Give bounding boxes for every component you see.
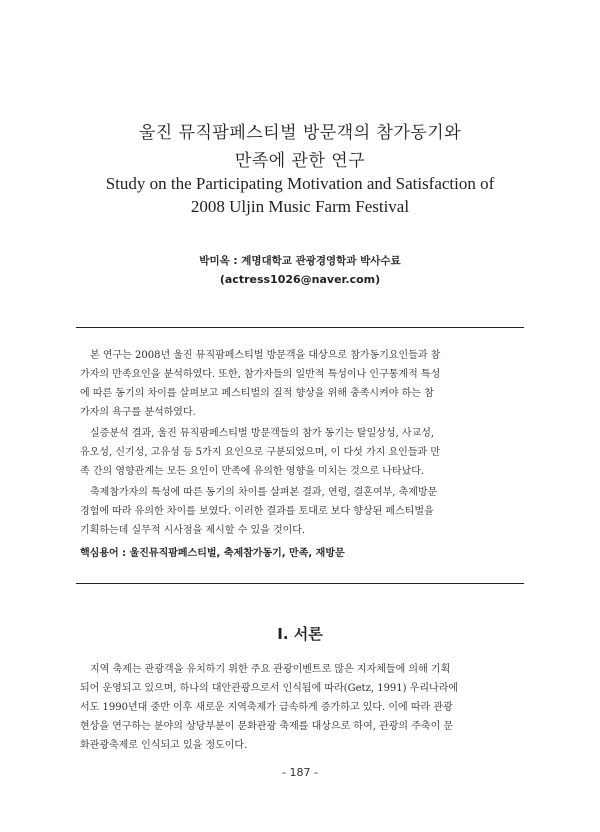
abstract-line: 기획하는데 실무적 시사점을 제시할 수 있을 것이다. bbox=[80, 525, 306, 536]
body-line: 현상을 연구하는 분야의 상당부분이 문화관광 축제를 대상으로 하여, 관광의 주축이 문 bbox=[80, 721, 454, 732]
body-line: 되어 운영되고 있으며, 하나의 대안관광으로서 인식됨에 따라(Getz, 1991) 우리나라에 bbox=[80, 683, 459, 694]
title-english-line-2: 2008 Uljin Music Farm Festival bbox=[190, 197, 410, 216]
abstract-line: 족 간의 영향관계는 모든 요인이 만족에 유의한 영향을 미치는 것으로 나타났다. bbox=[80, 466, 425, 477]
abstract-line: 가자의 욕구를 분석하였다. bbox=[80, 407, 196, 418]
abstract-line: 본 연구는 2008년 울진 뮤직팜페스티벌 방문객을 대상으로 참가동기요인들과 참 bbox=[90, 350, 441, 361]
abstract-top-rule bbox=[76, 327, 524, 328]
page-number: - 187 - bbox=[282, 766, 318, 779]
abstract-paragraph-3 bbox=[80, 483, 520, 540]
abstract-bottom-rule bbox=[76, 583, 524, 584]
keywords: 핵심용어 : 울진뮤직팜페스티벌, 축제참가동기, 만족, 재방문 bbox=[80, 548, 345, 559]
abstract-line: 가자의 만족요인을 분석하였다. 또한, 참가자들의 일반적 특성이나 인구통계적 특성 bbox=[80, 369, 441, 380]
author-affiliation: 박미옥 : 계명대학교 관광경영학과 박사수료 bbox=[199, 255, 401, 267]
abstract-line: 유오성, 신기성, 고유성 등 5가지 요인으로 구분되었으며, 이 다섯 가지 요인들과 만 bbox=[80, 447, 440, 458]
title-korean-line-2: 만족에 관한 연구 bbox=[234, 151, 366, 171]
body-line: 화관광축제로 인식되고 있을 정도이다. bbox=[80, 740, 248, 751]
abstract-line: 축제참가자의 특성에 따른 동기의 차이를 살펴본 결과, 연령, 결혼여부, 축제방문 bbox=[90, 487, 438, 498]
author-email: (actress1026@naver.com) bbox=[219, 273, 381, 286]
abstract-paragraph-2 bbox=[80, 424, 520, 481]
abstract bbox=[80, 346, 520, 542]
abstract-line: 경험에 따라 유의한 차이를 보였다. 이러한 결과를 토대로 보다 향상된 페스티벌을 bbox=[80, 506, 434, 517]
body-line: 서도 1990년대 중반 이후 새로운 지역축제가 급속하게 증가하고 있다. 이에 따라 관광 bbox=[80, 702, 453, 713]
section-heading: Ⅰ. 서론 bbox=[277, 625, 323, 643]
abstract-line: 실증분석 결과, 울진 뮤직팜페스티벌 방문객들의 참가 동기는 탈일상성, 사교성, bbox=[90, 428, 435, 439]
title-korean-line-1: 울진 뮤직팜페스티벌 방문객의 참가동기와 bbox=[138, 123, 462, 143]
body-line: 지역 축제는 관광객을 유치하기 위한 주요 관광이벤트로 많은 지자체들에 의해 기획 bbox=[90, 664, 451, 675]
title-english-line-1: Study on the Participating Motivation and Satisfaction of bbox=[105, 174, 495, 193]
abstract-paragraph-1 bbox=[80, 346, 520, 422]
abstract-line: 에 따른 동기의 차이를 살펴보고 페스티벌의 질적 향상을 위해 충족시켜야 하는 참 bbox=[80, 388, 434, 399]
introduction-body bbox=[80, 660, 530, 755]
